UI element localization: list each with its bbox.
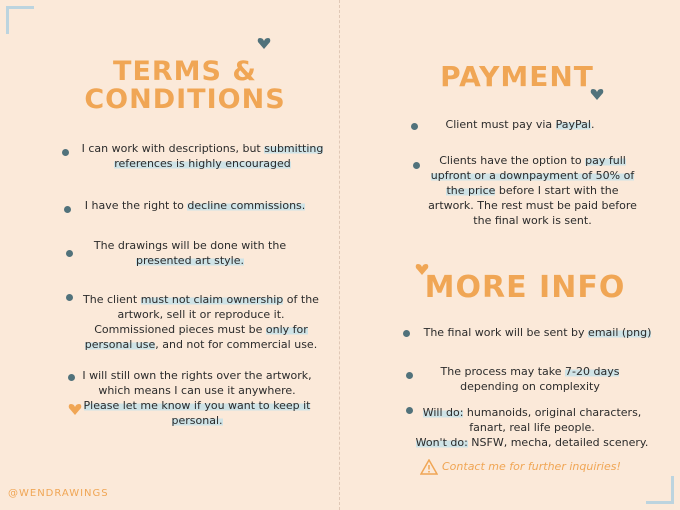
bullet-dot	[66, 250, 73, 257]
bullet-dot	[62, 149, 69, 156]
item-highlight: presented art style.	[135, 254, 244, 267]
contact-note: Contact me for further inquiries!	[442, 460, 621, 473]
payment-item	[425, 153, 640, 228]
item-highlight: submitting references is highly encouraged	[114, 142, 324, 170]
item-highlight: Will do:	[422, 406, 464, 419]
info-item	[412, 405, 652, 450]
item-text: The client	[83, 293, 141, 306]
bullet-dot	[413, 162, 420, 169]
item-text: I can work with descriptions, but	[81, 142, 265, 155]
bullet-dot	[411, 123, 418, 130]
item-text: The process may take	[440, 365, 566, 378]
item-text: humanoids, original characters, fanart, real life people.	[463, 406, 642, 434]
item-text: I have the right to	[84, 199, 188, 212]
item-text: Clients have the option to	[439, 154, 586, 167]
info-item	[425, 364, 635, 394]
payment-title-text: PAYMENT	[440, 60, 594, 93]
payment-item	[430, 117, 610, 132]
terms-title	[60, 58, 310, 115]
center-divider	[339, 0, 340, 510]
item-text: The drawings will be done with the	[93, 239, 287, 252]
item-highlight: pay full upfront or a downpayment of 50% of the price	[430, 154, 635, 197]
item-highlight: PayPal	[555, 118, 591, 131]
bullet-dot	[66, 294, 73, 301]
item-text: before I start with the artwork. The rest must be paid before the final work is sent.	[428, 184, 637, 227]
payment-title	[402, 62, 632, 91]
artist-handle: @WENDRAWINGS	[8, 488, 109, 499]
terms-item	[80, 198, 310, 213]
item-text: depending on complexity	[460, 380, 600, 393]
item-text: of the artwork, sell it or reproduce it. Commissioned pieces must be	[94, 293, 319, 336]
item-text: Client must pay via	[445, 118, 556, 131]
more-info-title	[400, 272, 650, 304]
terms-item	[82, 292, 320, 352]
terms-title-line2: CONDITIONS	[84, 84, 286, 116]
bullet-dot	[406, 372, 413, 379]
item-text: , and not for commercial use.	[155, 338, 318, 351]
item-highlight: decline commissions.	[187, 199, 306, 212]
bullet-dot	[68, 374, 75, 381]
warning-icon	[420, 459, 438, 475]
terms-title-line1: TERMS &	[113, 56, 257, 87]
terms-item	[85, 238, 295, 268]
bullet-dot	[403, 330, 410, 337]
terms-item	[82, 368, 312, 428]
item-highlight: 7-20 days	[565, 365, 620, 378]
item-highlight: Won't do:	[415, 436, 468, 449]
item-highlight: Please let me know if you want to keep it personal.	[83, 399, 311, 427]
corner-frame-bottom-right	[646, 476, 674, 504]
terms-item	[80, 141, 325, 171]
corner-frame-top-left	[6, 6, 34, 34]
item-text: The final work will be sent by	[423, 326, 589, 339]
bullet-dot	[64, 206, 71, 213]
item-highlight: only for personal use	[84, 323, 308, 351]
heart-icon	[68, 403, 82, 416]
item-text: .	[590, 118, 595, 131]
item-text: I will still own the rights over the artwork, which means I can use it anywhere.	[82, 369, 312, 397]
info-item	[420, 325, 655, 340]
item-text: NSFW, mecha, detailed scenery.	[467, 436, 649, 449]
more-info-title-text: MORE INFO	[424, 270, 626, 305]
heart-icon	[257, 37, 271, 50]
item-highlight: email (png)	[588, 326, 652, 339]
item-highlight: must not claim ownership	[140, 293, 284, 306]
